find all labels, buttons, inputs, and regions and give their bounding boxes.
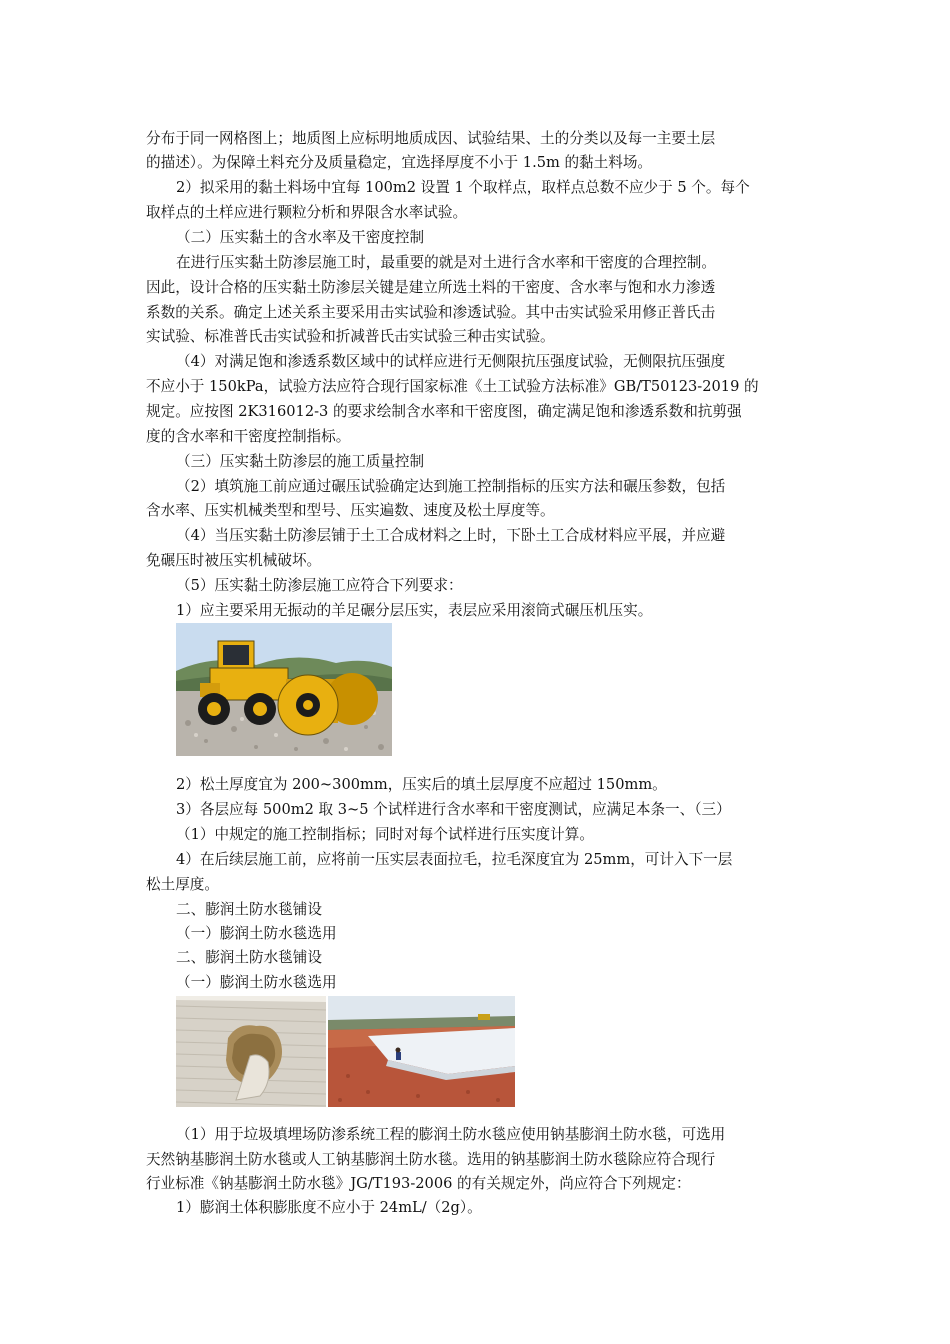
roller-compactor-photo [176,623,392,756]
text-line: 规定。应按图 2K316012-3 的要求绘制含水率和干密度图，确定满足饱和渗透系数和抗剪强 [146,403,742,420]
text-line: （4）当压实黏土防渗层铺于土工合成材料之上时，下卧土工合成材料应平展，并应避 [176,527,726,544]
text-line: 分布于同一网格图上；地质图上应标明地质成因、试验结果、土的分类以及每一主要土层 [146,130,716,147]
text-line: 不应小于 150kPa，试验方法应符合现行国家标准《土工试验方法标准》GB/T50123-2019 的 [146,378,759,395]
text-line: 的描述）。为保障土料充分及质量稳定，宜选择厚度不小于 1.5m 的黏土料场。 [146,154,653,171]
text-line: （1）用于垃圾填埋场防渗系统工程的膨润土防水毯应使用钠基膨润土防水毯，可选用 [176,1126,726,1143]
bentonite-blanket-closeup-photo [176,996,326,1107]
text-line: 3）各层应每 500m2 取 3~5 个试样进行含水率和干密度测试，应满足本条一、（三） [176,801,731,818]
text-line: 因此，设计合格的压实黏土防渗层关键是建立所选土料的干密度、含水率与饱和水力渗透 [146,279,716,296]
text-line: 在进行压实黏土防渗层施工时，最重要的就是对土进行含水率和干密度的合理控制。 [176,254,716,271]
text-line: 1）膨润土体积膨胀度不应小于 24mL/（2g）。 [176,1199,482,1216]
text-line: 度的含水率和干密度控制指标。 [146,428,351,445]
section-heading: 二、膨润土防水毯铺设 [176,901,322,918]
text-line: 天然钠基膨润土防水毯或人工钠基膨润土防水毯。选用的钠基膨润土防水毯除应符合现行 [146,1151,716,1168]
text-line: 系数的关系。确定上述关系主要采用击实试验和渗透试验。其中击实试验采用修正普氏击 [146,304,716,321]
text-line: 行业标准《钠基膨润土防水毯》JG/T193-2006 的有关规定外，尚应符合下列规定： [146,1175,691,1192]
text-line: （5）压实黏土防渗层施工应符合下列要求： [176,577,463,594]
text-line: 免碾压时被压实机械破坏。 [146,552,322,569]
text-line: 2）松土厚度宜为 200~300mm，压实后的填土层厚度不应超过 150mm。 [176,776,667,793]
text-line: 含水率、压实机械类型和型号、压实遍数、速度及松土厚度等。 [146,502,555,519]
section-heading: （一）膨润土防水毯选用 [176,974,337,991]
text-line: 4）在后续层施工前，应将前一压实层表面拉毛，拉毛深度宜为 25mm，可计入下一层 [176,851,733,868]
section-heading: 二、膨润土防水毯铺设 [176,949,322,966]
section-heading: （二）压实黏土的含水率及干密度控制 [176,229,425,246]
text-line: 1）应主要采用无振动的羊足碾分层压实，表层应采用滚筒式碾压机压实。 [176,602,653,619]
section-heading: （一）膨润土防水毯选用 [176,925,337,942]
text-line: 2）拟采用的黏土料场中宜每 100m2 设置 1 个取样点，取样点总数不应少于 5 个。每个 [176,179,750,196]
text-line: （4）对满足饱和渗透系数区域中的试样应进行无侧限抗压强度试验，无侧限抗压强度 [176,353,726,370]
text-line: 取样点的土样应进行颗粒分析和界限含水率试验。 [146,204,468,221]
text-line: 松土厚度。 [146,876,219,893]
text-line: （1）中规定的施工控制指标；同时对每个试样进行压实度计算。 [176,826,594,843]
landfill-liner-site-photo [328,996,515,1107]
section-heading: （三）压实黏土防渗层的施工质量控制 [176,453,425,470]
text-line: （2）填筑施工前应通过碾压试验确定达到施工控制指标的压实方法和碾压参数，包括 [176,478,726,495]
text-line: 实试验、标准普氏击实试验和折减普氏击实试验三种击实试验。 [146,328,555,345]
